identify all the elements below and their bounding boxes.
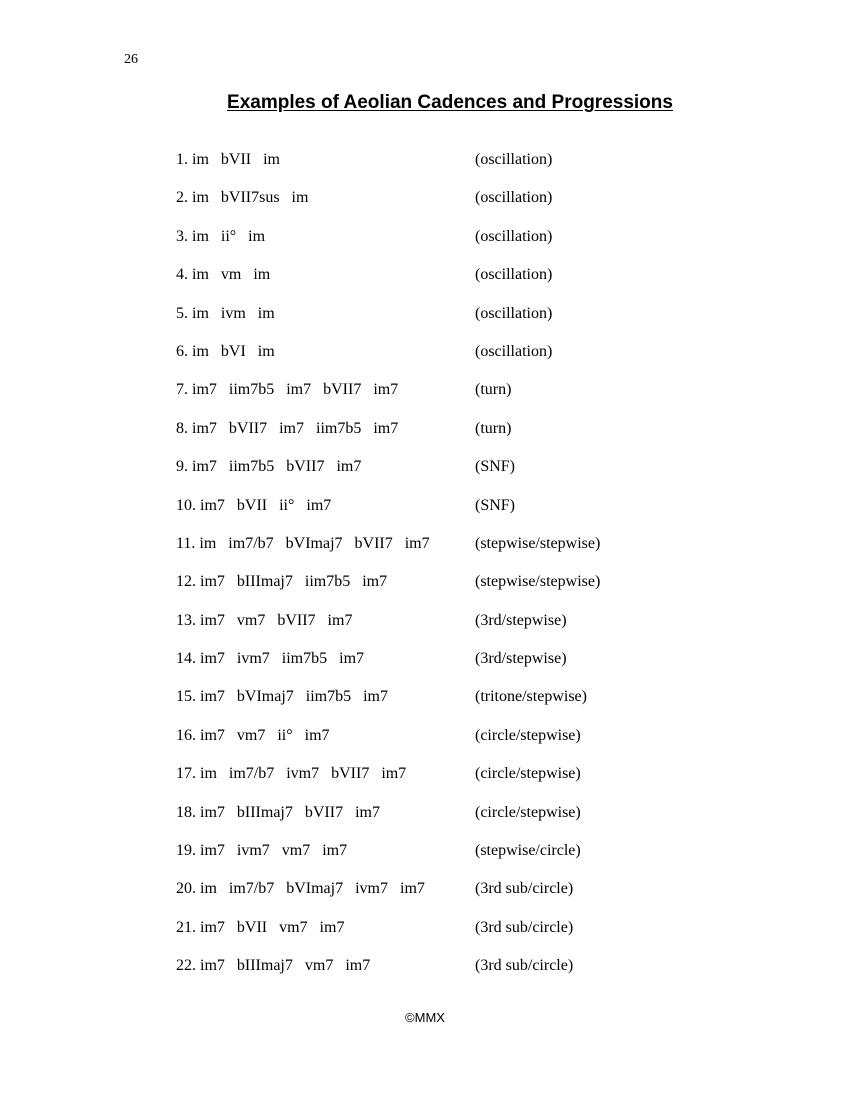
- progression-type: (oscillation): [475, 151, 553, 168]
- progression-text: 17. im im7/b7 ivm7 bVII7 im7: [176, 765, 407, 783]
- list-item: [176, 878, 736, 916]
- progression-type: (turn): [475, 419, 512, 437]
- progression-text: 3. im ii° im: [176, 227, 266, 245]
- progression-text: 12. im7 bIIImaj7 iim7b5 im7: [176, 573, 388, 591]
- progression-text: 4. im vm im: [176, 266, 271, 284]
- progression-type: (tritone/stepwise): [475, 688, 587, 706]
- progression-type: (stepwise/circle): [475, 842, 581, 860]
- progression-type: (oscillation): [475, 342, 553, 360]
- list-item: [176, 610, 736, 648]
- progression-type: (oscillation): [475, 304, 553, 322]
- progression-text: 20. im im7/b7 bVImaj7 ivm7 im7: [176, 880, 425, 898]
- progression-list: [176, 149, 736, 994]
- list-item: [176, 303, 736, 341]
- page-title: Examples of Aeolian Cadences and Progressions: [227, 92, 673, 113]
- list-item: [176, 226, 736, 264]
- progression-text: 18. im7 bIIImaj7 bVII7 im7: [176, 803, 380, 821]
- list-item: [176, 187, 736, 225]
- list-item: [176, 571, 736, 609]
- list-item: [176, 725, 736, 763]
- progression-type: (circle/stepwise): [475, 803, 581, 821]
- list-item: [176, 341, 736, 379]
- list-item: [176, 763, 736, 801]
- progression-text: 1. im bVII im: [176, 151, 280, 168]
- copyright-footer: ©MMX: [405, 1010, 445, 1025]
- progression-type: (SNF): [475, 458, 516, 476]
- progression-text: 6. im bVI im: [176, 342, 275, 360]
- progression-text: 21. im7 bVII vm7 im7: [176, 918, 345, 936]
- progression-type: (turn): [475, 381, 512, 399]
- progression-type: (oscillation): [475, 189, 553, 207]
- progression-text: 2. im bVII7sus im: [176, 189, 309, 207]
- list-item: [176, 917, 736, 955]
- progression-type: (stepwise/stepwise): [475, 534, 601, 552]
- progression-type: (3rd sub/circle): [475, 880, 574, 898]
- list-item: [176, 533, 736, 571]
- progression-text: 10. im7 bVII ii° im7: [176, 496, 332, 514]
- list-item: [176, 379, 736, 417]
- progression-text: 22. im7 bIIImaj7 vm7 im7: [176, 957, 371, 975]
- progression-type: (3rd/stepwise): [475, 650, 567, 668]
- progression-text: 7. im7 iim7b5 im7 bVII7 im7: [176, 381, 399, 399]
- progression-text: 11. im im7/b7 bVImaj7 bVII7 im7: [176, 534, 430, 552]
- progression-text: 8. im7 bVII7 im7 iim7b5 im7: [176, 419, 399, 437]
- progression-text: 14. im7 ivm7 iim7b5 im7: [176, 650, 365, 668]
- progression-text: 5. im ivm im: [176, 304, 275, 322]
- list-item: [176, 456, 736, 494]
- list-item: [176, 495, 736, 533]
- progression-text: 15. im7 bVImaj7 iim7b5 im7: [176, 688, 388, 706]
- progression-text: 9. im7 iim7b5 bVII7 im7: [176, 458, 362, 476]
- progression-type: (circle/stepwise): [475, 765, 581, 783]
- list-item: [176, 955, 736, 993]
- list-item: [176, 840, 736, 878]
- progression-text: 19. im7 ivm7 vm7 im7: [176, 842, 348, 860]
- progression-type: (oscillation): [475, 227, 553, 245]
- progression-type: (circle/stepwise): [475, 726, 581, 744]
- progression-text: 13. im7 vm7 bVII7 im7: [176, 611, 353, 629]
- progression-type: (3rd/stepwise): [475, 611, 567, 629]
- progression-type: (3rd sub/circle): [475, 957, 574, 975]
- progression-text: 16. im7 vm7 ii° im7: [176, 726, 330, 744]
- list-item: [176, 418, 736, 456]
- progression-type: (SNF): [475, 496, 516, 514]
- list-item: [176, 802, 736, 840]
- list-item: [176, 264, 736, 302]
- page-number: 26: [124, 52, 138, 67]
- progression-type: (oscillation): [475, 266, 553, 284]
- list-item: [176, 648, 736, 686]
- list-item: [176, 149, 736, 187]
- progression-type: (3rd sub/circle): [475, 918, 574, 936]
- progression-type: (stepwise/stepwise): [475, 573, 601, 591]
- list-item: [176, 686, 736, 724]
